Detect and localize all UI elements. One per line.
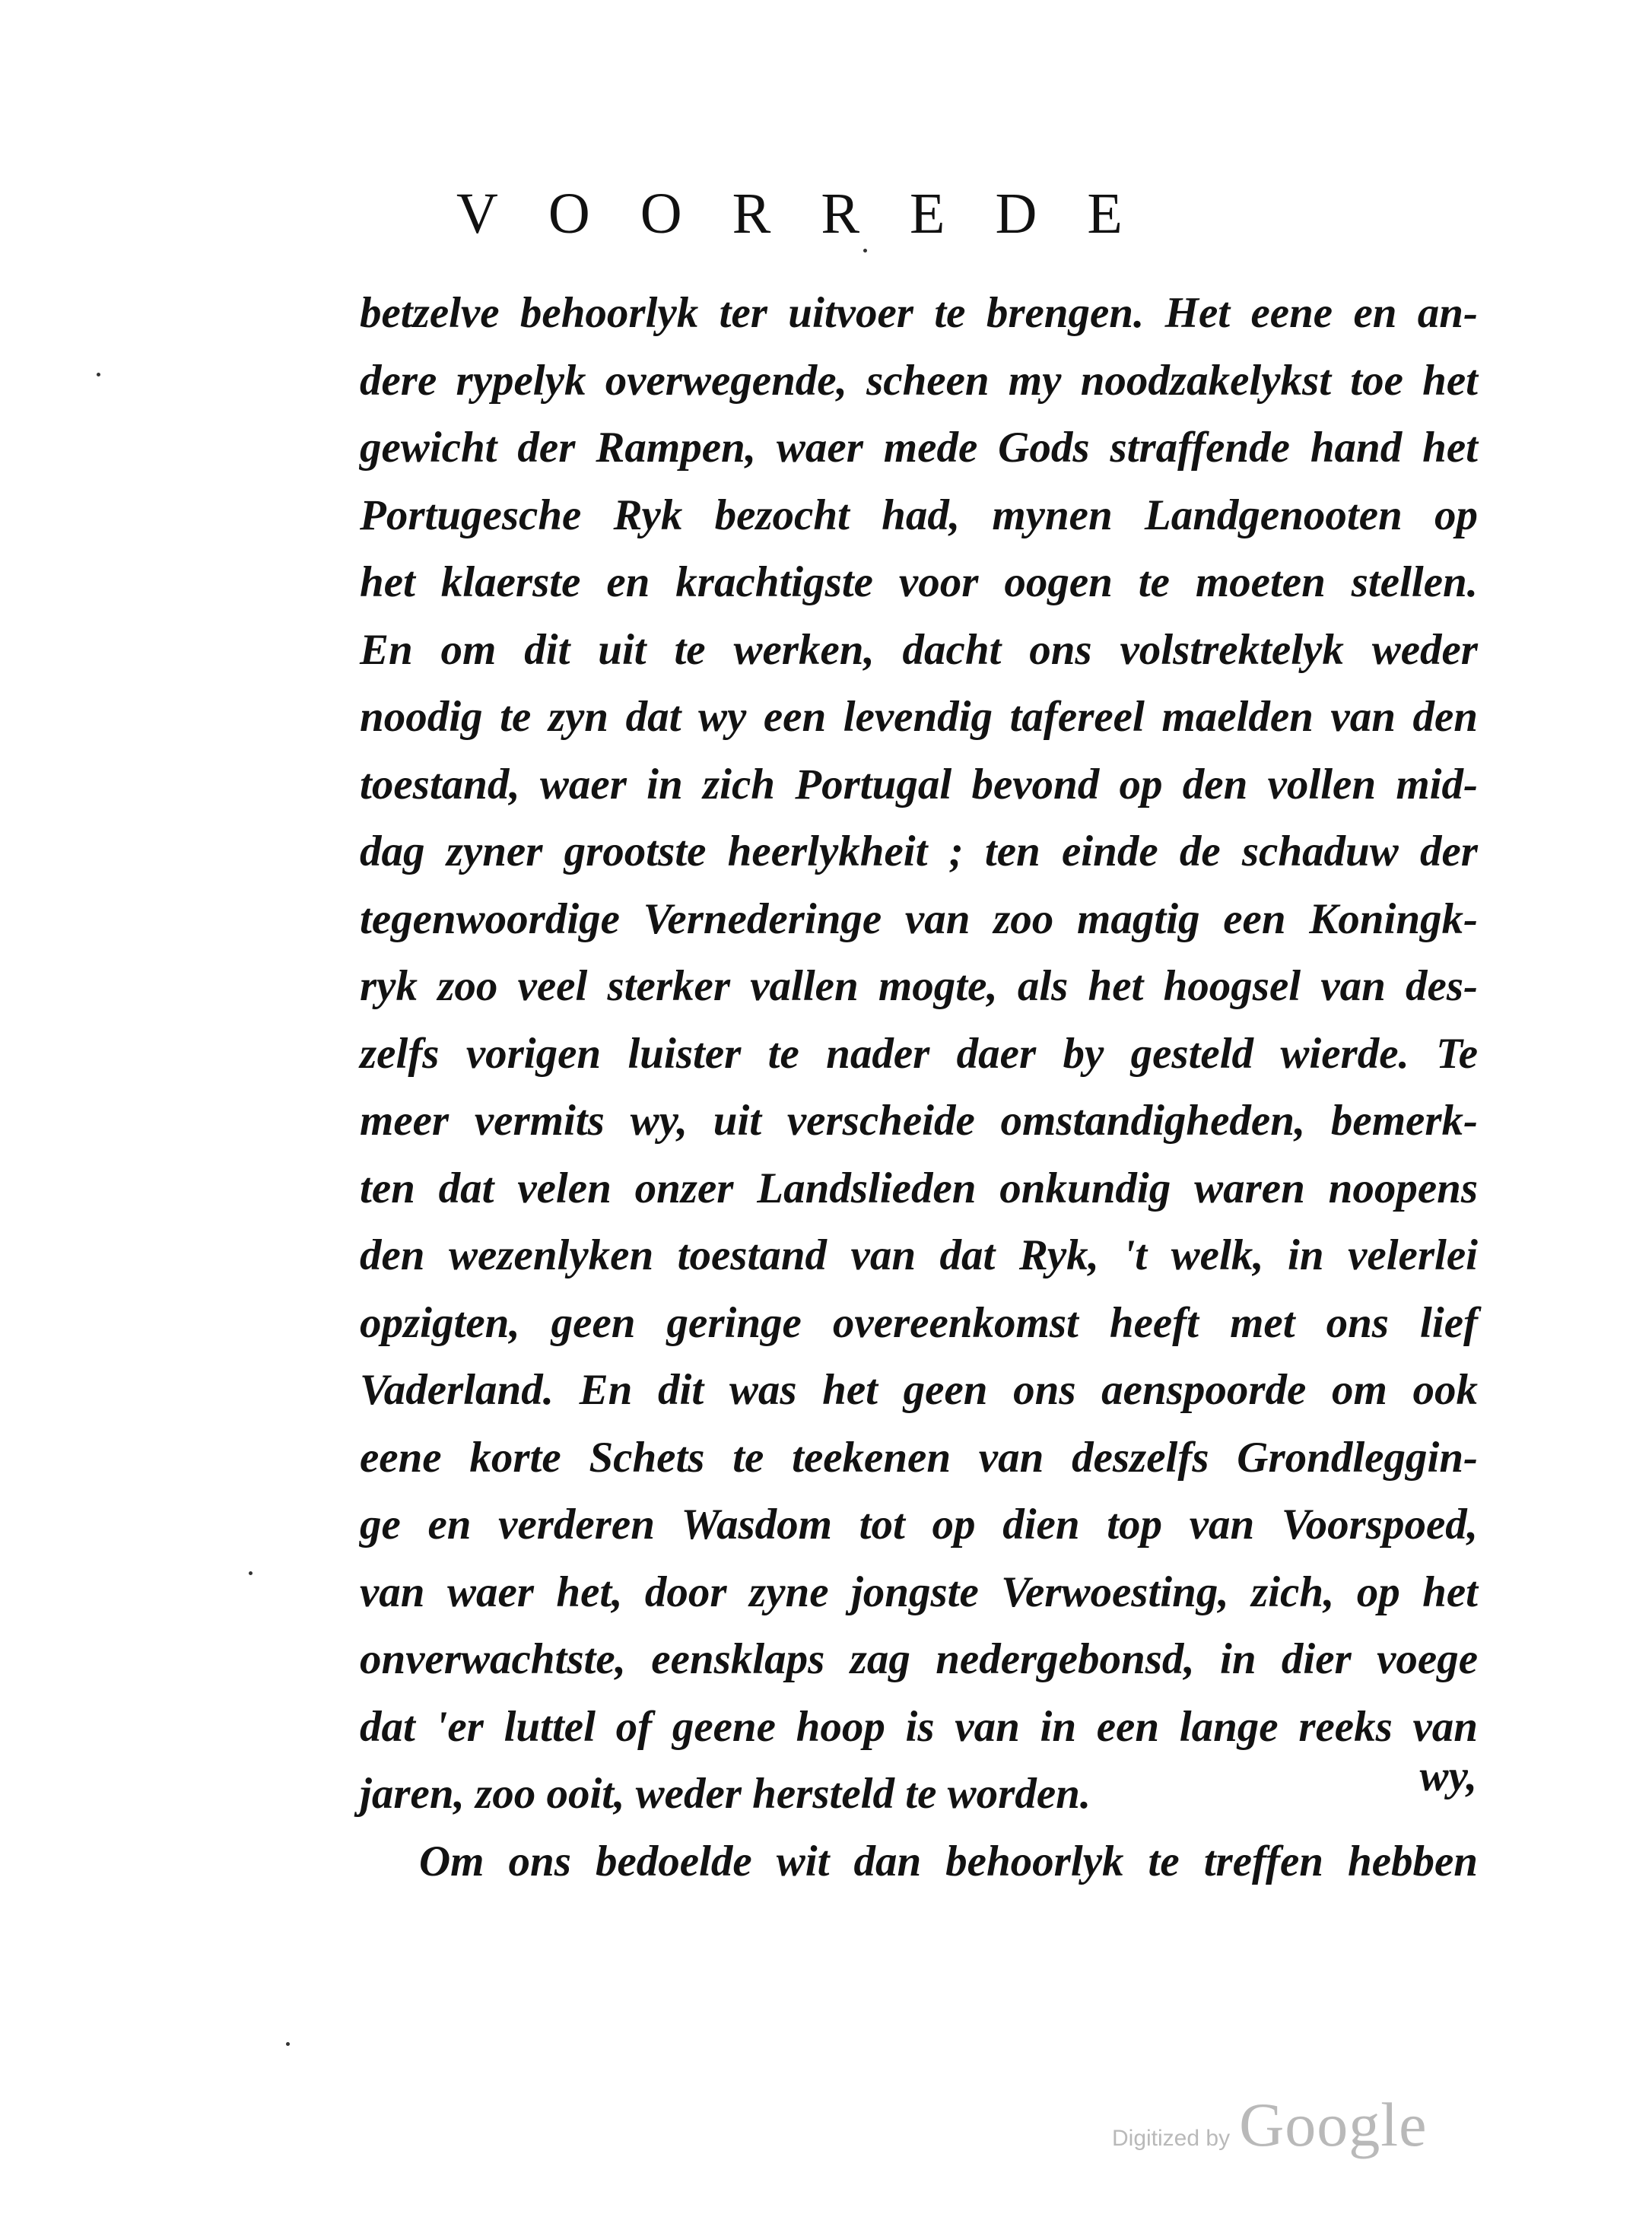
- text-line-22: dat 'er luttel of geene hoop is van in een lange reeks van: [360, 1702, 1478, 1751]
- scan-speck: [863, 249, 867, 253]
- running-head: VOORREDE: [456, 182, 1173, 246]
- text-line-6: En om dit uit te werken, dacht ons volstrektelyk weder: [360, 625, 1478, 674]
- text-line-1: betzelve behoorlyk ter uitvoer te brengen. Het eene en an-: [360, 289, 1478, 337]
- text-line-19: ge en verderen Wasdom tot op dien top van Voorspoed,: [360, 1501, 1478, 1549]
- digitized-watermark: [1112, 2089, 1427, 2161]
- text-line-12: zelfs vorigen luister te nader daer by gesteld wierde. Te: [360, 1029, 1478, 1078]
- google-logo: Google: [1239, 2090, 1428, 2159]
- text-line-7: noodig te zyn dat wy een levendig tafereel maelden van den: [360, 693, 1478, 741]
- text-line-14: ten dat velen onzer Landslieden onkundig waren noopens: [360, 1164, 1478, 1212]
- text-line-23: jaren, zoo ooit, weder hersteld te worden.: [360, 1770, 1091, 1818]
- scan-speck: [249, 1571, 253, 1575]
- text-line-15: den wezenlyken toestand van dat Ryk, 't welk, in velerlei: [360, 1231, 1478, 1279]
- text-line-20: van waer het, door zyne jongste Verwoesting, zich, op het: [360, 1568, 1478, 1616]
- text-line-8: toestand, waer in zich Portugal bevond op den vollen mid-: [360, 760, 1478, 808]
- text-line-18: eene korte Schets te teekenen van deszelfs Grondleggin-: [360, 1433, 1478, 1482]
- scan-speck: [97, 373, 100, 376]
- watermark-prefix: Digitized by: [1112, 2126, 1231, 2151]
- text-line-5: het klaerste en krachtigste voor oogen te moeten stellen.: [360, 558, 1478, 606]
- text-line-11: ryk zoo veel sterker vallen mogte, als het hoogsel van des-: [360, 962, 1478, 1010]
- catchword: wy,: [1419, 1752, 1477, 1800]
- text-line-17: Vaderland. En dit was het geen ons aenspoorde om ook: [360, 1366, 1478, 1414]
- body-text: [360, 280, 1478, 1895]
- text-line-2: dere rypelyk overwegende, scheen my noodzakelykst toe het: [360, 356, 1478, 405]
- scan-speck: [286, 2042, 290, 2046]
- text-line-4: Portugesche Ryk bezocht had, mynen Landgenooten op: [360, 491, 1478, 539]
- text-line-9: dag zyner grootste heerlykheit ; ten einde de schaduw der: [360, 827, 1478, 875]
- text-line-21: onverwachtste, eensklaps zag nedergebonsd, in dier voege: [360, 1635, 1478, 1683]
- text-line-13: meer vermits wy, uit verscheide omstandigheden, bemerk-: [360, 1097, 1478, 1145]
- text-line-3: gewicht der Rampen, waer mede Gods straffende hand het: [360, 424, 1478, 472]
- text-line-24: Om ons bedoelde wit dan behoorlyk te treffen hebben: [419, 1837, 1478, 1885]
- text-line-10: tegenwoordige Vernederinge van zoo magtig een Koningk-: [360, 894, 1478, 943]
- text-line-16: opzigten, geen geringe overeenkomst heeft met ons lief: [360, 1298, 1478, 1347]
